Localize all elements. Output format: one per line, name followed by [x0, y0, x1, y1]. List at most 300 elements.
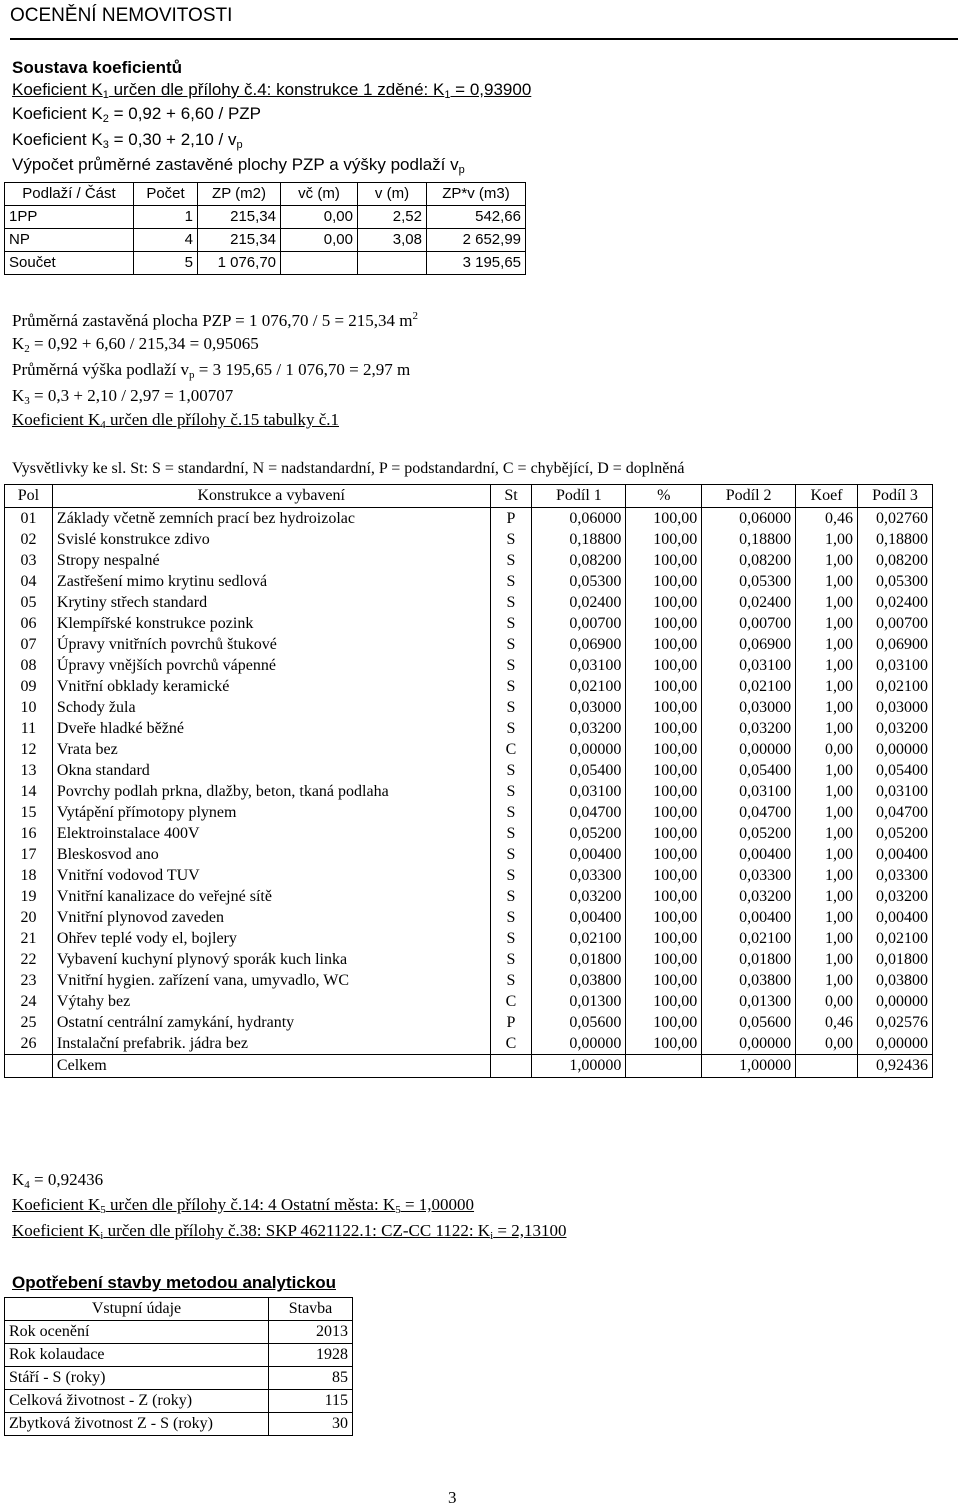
wear-cell: 115 — [269, 1390, 353, 1413]
k5-line: Koeficient $K_5$ určen dle přílohy č.14: 4 Ostatní města: $K_5 = 1,00000$ — [12, 1195, 475, 1216]
construction-cell: 0,00400 — [532, 907, 626, 928]
floors-cell: 3,08 — [358, 229, 427, 252]
construction-cell: Úpravy vnitřních povrchů štukové — [52, 634, 490, 655]
construction-cell: Bleskosvod ano — [52, 844, 490, 865]
construction-cell: 06 — [5, 613, 53, 634]
construction-table — [4, 484, 933, 1078]
construction-cell: 100,00 — [626, 865, 702, 886]
construction-row — [5, 802, 933, 823]
construction-cell: P — [490, 508, 532, 530]
construction-cell: 21 — [5, 928, 53, 949]
construction-header-row — [5, 485, 933, 508]
construction-cell: 0,00400 — [857, 844, 932, 865]
construction-cell: Základy včetně zemních prací bez hydroizolac — [52, 508, 490, 530]
k3-line: Koeficient $K_3 = 0,30 + 2,10 / v_p$ — [12, 130, 243, 151]
floors-cell: 3 195,65 — [427, 252, 526, 275]
construction-cell: Vnitřní obklady keramické — [52, 676, 490, 697]
floors-cell: 5 — [134, 252, 198, 275]
construction-total-cell: 1,00000 — [532, 1055, 626, 1078]
construction-cell: 0,03800 — [702, 970, 796, 991]
construction-total-cell — [5, 1055, 53, 1078]
construction-cell: 17 — [5, 844, 53, 865]
construction-cell: 11 — [5, 718, 53, 739]
floors-header-cell: vč (m) — [281, 183, 358, 206]
construction-header-cell: Konstrukce a vybavení — [52, 485, 490, 508]
wear-cell: 30 — [269, 1413, 353, 1436]
construction-cell: 100,00 — [626, 739, 702, 760]
legend-text: Vysvětlivky ke sl. St: S = standardní, N = nadstandardní, P = podstandardní, C = chybějící, D = doplněná — [12, 460, 685, 477]
construction-cell: 1,00 — [796, 760, 858, 781]
k4-result: $K_4 = 0,92436$ — [12, 1170, 104, 1191]
construction-cell: 1,00 — [796, 718, 858, 739]
wear-cell: Zbytková životnost Z - S (roky) — [5, 1413, 269, 1436]
wear-header-cell: Vstupní údaje — [5, 1298, 269, 1321]
construction-cell: 04 — [5, 571, 53, 592]
construction-cell: S — [490, 760, 532, 781]
construction-row — [5, 886, 933, 907]
construction-cell: 0,06900 — [532, 634, 626, 655]
construction-cell: Vnitřní plynovod zaveden — [52, 907, 490, 928]
construction-cell: 0,06000 — [532, 508, 626, 530]
construction-cell: 0,05400 — [532, 760, 626, 781]
construction-cell: 0,03800 — [532, 970, 626, 991]
construction-cell: 0,03300 — [857, 865, 932, 886]
construction-cell: 0,02100 — [532, 676, 626, 697]
construction-cell: 0,03100 — [857, 781, 932, 802]
construction-cell: 100,00 — [626, 550, 702, 571]
construction-cell: 0,03200 — [532, 886, 626, 907]
construction-cell: 0,04700 — [532, 802, 626, 823]
construction-cell: 0,08200 — [857, 550, 932, 571]
construction-cell: 1,00 — [796, 550, 858, 571]
construction-cell: 0,18800 — [857, 529, 932, 550]
construction-cell: 0,03100 — [702, 655, 796, 676]
construction-cell: Ostatní centrální zamykání, hydranty — [52, 1012, 490, 1033]
wear-table — [4, 1297, 353, 1436]
construction-cell: 0,05400 — [857, 760, 932, 781]
construction-cell: 22 — [5, 949, 53, 970]
construction-cell: 1,00 — [796, 823, 858, 844]
calc-line: Výpočet průměrné zastavěné plochy PZP a výšky podlaží $v_p$ — [12, 155, 465, 176]
construction-cell: 0,00 — [796, 1033, 858, 1055]
construction-cell: 100,00 — [626, 928, 702, 949]
floors-cell: 4 — [134, 229, 198, 252]
construction-cell: Elektroinstalace 400V — [52, 823, 490, 844]
construction-row — [5, 949, 933, 970]
wear-row — [5, 1367, 353, 1390]
floors-cell: 1 076,70 — [198, 252, 281, 275]
construction-cell: 100,00 — [626, 676, 702, 697]
construction-cell: 0,02100 — [857, 928, 932, 949]
construction-cell: 0,05600 — [702, 1012, 796, 1033]
construction-cell: 0,00700 — [532, 613, 626, 634]
construction-cell: 14 — [5, 781, 53, 802]
construction-header-cell: Podíl 3 — [857, 485, 932, 508]
construction-cell: 0,08200 — [532, 550, 626, 571]
wear-header-cell: Stavba — [269, 1298, 353, 1321]
construction-cell: 1,00 — [796, 613, 858, 634]
construction-row — [5, 676, 933, 697]
construction-cell: S — [490, 802, 532, 823]
wear-cell: Rok kolaudace — [5, 1344, 269, 1367]
construction-cell: P — [490, 1012, 532, 1033]
construction-cell: S — [490, 970, 532, 991]
construction-cell: 0,02100 — [702, 928, 796, 949]
construction-cell: S — [490, 718, 532, 739]
construction-cell: 0,18800 — [702, 529, 796, 550]
construction-cell: 0,03300 — [532, 865, 626, 886]
floors-cell: 0,00 — [281, 206, 358, 229]
construction-cell: S — [490, 823, 532, 844]
construction-cell: 0,03000 — [857, 697, 932, 718]
construction-cell: S — [490, 928, 532, 949]
construction-cell: 1,00 — [796, 970, 858, 991]
construction-cell: 0,00000 — [532, 739, 626, 760]
construction-cell: 0,04700 — [857, 802, 932, 823]
construction-cell: 0,00000 — [857, 739, 932, 760]
construction-total-cell — [796, 1055, 858, 1078]
construction-cell: 0,00700 — [857, 613, 932, 634]
construction-row — [5, 508, 933, 530]
construction-cell: 1,00 — [796, 697, 858, 718]
construction-row — [5, 634, 933, 655]
construction-row — [5, 1012, 933, 1033]
construction-cell: 0,00000 — [532, 1033, 626, 1055]
construction-cell: 0,00 — [796, 739, 858, 760]
construction-cell: 03 — [5, 550, 53, 571]
wear-cell: 2013 — [269, 1321, 353, 1344]
construction-cell: Stropy nespalné — [52, 550, 490, 571]
floors-header-cell: Podlaží / Část — [5, 183, 134, 206]
construction-cell: 1,00 — [796, 655, 858, 676]
construction-cell: 1,00 — [796, 781, 858, 802]
floors-header-cell: Počet — [134, 183, 198, 206]
vp-line: Průměrná výška podlaží $v_p = 3$ 195,65 / 1 076,70 = 2,97 m — [12, 360, 411, 381]
construction-cell: 100,00 — [626, 613, 702, 634]
construction-cell: 100,00 — [626, 949, 702, 970]
construction-cell: 13 — [5, 760, 53, 781]
construction-cell: S — [490, 844, 532, 865]
construction-cell: Ohřev teplé vody el, bojlery — [52, 928, 490, 949]
construction-cell: 0,05300 — [532, 571, 626, 592]
construction-cell: 0,03100 — [532, 655, 626, 676]
construction-row — [5, 1033, 933, 1055]
floors-cell: 1 — [134, 206, 198, 229]
construction-cell: 1,00 — [796, 802, 858, 823]
construction-cell: 07 — [5, 634, 53, 655]
construction-cell: 0,05600 — [532, 1012, 626, 1033]
floors-cell: NP — [5, 229, 134, 252]
k1-line: Koeficient $K_1$ určen dle přílohy č.4: konstrukce 1 zděné: $K_1 = 0,93900$ — [12, 80, 532, 101]
construction-cell: 25 — [5, 1012, 53, 1033]
page-number: 3 — [448, 1488, 457, 1507]
construction-cell: Schody žula — [52, 697, 490, 718]
construction-cell: S — [490, 697, 532, 718]
construction-cell: 09 — [5, 676, 53, 697]
construction-cell: 0,05200 — [857, 823, 932, 844]
construction-cell: 0,02100 — [702, 676, 796, 697]
floors-cell — [281, 252, 358, 275]
wear-heading: Opotřebení stavby metodou analytickou — [12, 1273, 337, 1292]
construction-cell: S — [490, 550, 532, 571]
construction-row — [5, 697, 933, 718]
construction-cell: Vytápění přímotopy plynem — [52, 802, 490, 823]
construction-row — [5, 655, 933, 676]
construction-cell: 0,03100 — [702, 781, 796, 802]
wear-cell: 85 — [269, 1367, 353, 1390]
construction-total-cell: 1,00000 — [702, 1055, 796, 1078]
floors-cell: 0,00 — [281, 229, 358, 252]
construction-cell: S — [490, 613, 532, 634]
construction-cell: 1,00 — [796, 676, 858, 697]
construction-cell: 0,02100 — [532, 928, 626, 949]
floors-header-cell: ZP*v (m3) — [427, 183, 526, 206]
construction-cell: 0,05200 — [532, 823, 626, 844]
construction-cell: S — [490, 571, 532, 592]
construction-cell: 0,03100 — [532, 781, 626, 802]
construction-cell: 0,00700 — [702, 613, 796, 634]
construction-cell: 1,00 — [796, 865, 858, 886]
construction-total-cell: 0,92436 — [857, 1055, 932, 1078]
construction-cell: 0,03200 — [702, 886, 796, 907]
floors-cell: Součet — [5, 252, 134, 275]
construction-cell: 1,00 — [796, 886, 858, 907]
construction-cell: S — [490, 907, 532, 928]
construction-cell: 05 — [5, 592, 53, 613]
construction-header-cell: Koef — [796, 485, 858, 508]
floors-header-cell: v (m) — [358, 183, 427, 206]
floors-cell: 1PP — [5, 206, 134, 229]
construction-cell: 0,02400 — [532, 592, 626, 613]
construction-row — [5, 718, 933, 739]
construction-cell: 0,02100 — [857, 676, 932, 697]
construction-cell: 1,00 — [796, 949, 858, 970]
construction-cell: 100,00 — [626, 781, 702, 802]
construction-cell: Dveře hladké běžné — [52, 718, 490, 739]
construction-cell: C — [490, 739, 532, 760]
construction-row — [5, 592, 933, 613]
construction-cell: Povrchy podlah prkna, dlažby, beton, tkaná podlaha — [52, 781, 490, 802]
floors-table — [4, 182, 526, 275]
construction-row — [5, 844, 933, 865]
floors-header-cell: ZP (m2) — [198, 183, 281, 206]
construction-cell: 100,00 — [626, 802, 702, 823]
wear-cell: Rok ocenění — [5, 1321, 269, 1344]
construction-cell: Vnitřní vodovod TUV — [52, 865, 490, 886]
construction-cell: Vybavení kuchyní plynový sporák kuch linka — [52, 949, 490, 970]
construction-cell: Svislé konstrukce zdivo — [52, 529, 490, 550]
construction-cell: 0,08200 — [702, 550, 796, 571]
floors-cell: 215,34 — [198, 229, 281, 252]
construction-row — [5, 991, 933, 1012]
construction-cell: 0,01300 — [702, 991, 796, 1012]
floors-sum-row — [5, 252, 526, 275]
construction-cell: 100,00 — [626, 907, 702, 928]
construction-cell: Vrata bez — [52, 739, 490, 760]
construction-cell: Vnitřní kanalizace do veřejné sítě — [52, 886, 490, 907]
construction-cell: 1,00 — [796, 634, 858, 655]
construction-row — [5, 739, 933, 760]
construction-cell: 1,00 — [796, 571, 858, 592]
construction-cell: 0,05300 — [702, 571, 796, 592]
construction-cell: S — [490, 676, 532, 697]
construction-cell: 100,00 — [626, 1012, 702, 1033]
construction-cell: 0,00400 — [702, 907, 796, 928]
floors-cell: 542,66 — [427, 206, 526, 229]
construction-row — [5, 781, 933, 802]
construction-cell: 1,00 — [796, 907, 858, 928]
construction-cell: 0,00000 — [857, 991, 932, 1012]
wear-cell: Stáří - S (roky) — [5, 1367, 269, 1390]
wear-row — [5, 1413, 353, 1436]
construction-cell: 16 — [5, 823, 53, 844]
construction-cell: 0,04700 — [702, 802, 796, 823]
construction-cell: 100,00 — [626, 697, 702, 718]
construction-cell: Vnitřní hygien. zařízení vana, umyvadlo, WC — [52, 970, 490, 991]
construction-cell: 0,03200 — [857, 886, 932, 907]
construction-cell: S — [490, 865, 532, 886]
construction-cell: Zastřešení mimo krytinu sedlová — [52, 571, 490, 592]
construction-cell: S — [490, 634, 532, 655]
wear-row — [5, 1344, 353, 1367]
construction-cell: 0,46 — [796, 508, 858, 530]
construction-cell: S — [490, 592, 532, 613]
construction-cell: 0,00000 — [857, 1033, 932, 1055]
construction-cell: 0,01800 — [857, 949, 932, 970]
construction-cell: 0,00 — [796, 991, 858, 1012]
construction-cell: 100,00 — [626, 718, 702, 739]
construction-cell: 100,00 — [626, 970, 702, 991]
construction-total-cell: Celkem — [52, 1055, 490, 1078]
construction-cell: C — [490, 1033, 532, 1055]
construction-cell: Výtahy bez — [52, 991, 490, 1012]
floors-cell: 215,34 — [198, 206, 281, 229]
construction-cell: 0,06000 — [702, 508, 796, 530]
construction-row — [5, 823, 933, 844]
construction-cell: 20 — [5, 907, 53, 928]
construction-row — [5, 613, 933, 634]
pzp-line: Průměrná zastavěná plocha PZP = 1 076,70 / 5 = 215,34 $m^2$ — [12, 310, 419, 330]
construction-cell: 0,05200 — [702, 823, 796, 844]
floors-cell: 2,52 — [358, 206, 427, 229]
construction-cell: 0,03200 — [702, 718, 796, 739]
page-title: OCENĚNÍ NEMOVITOSTI — [10, 5, 233, 26]
construction-cell: Úpravy vnějších povrchů vápenné — [52, 655, 490, 676]
construction-cell: S — [490, 655, 532, 676]
construction-total-cell — [626, 1055, 702, 1078]
construction-row — [5, 529, 933, 550]
construction-total-cell — [490, 1055, 532, 1078]
construction-cell: 26 — [5, 1033, 53, 1055]
floors-row — [5, 206, 526, 229]
construction-cell: 100,00 — [626, 529, 702, 550]
construction-cell: 0,02576 — [857, 1012, 932, 1033]
wear-row — [5, 1321, 353, 1344]
wear-row — [5, 1390, 353, 1413]
construction-cell: 1,00 — [796, 592, 858, 613]
construction-cell: 24 — [5, 991, 53, 1012]
wear-cell: 1928 — [269, 1344, 353, 1367]
construction-cell: 0,05400 — [702, 760, 796, 781]
floors-header-row — [5, 183, 526, 206]
construction-cell: S — [490, 781, 532, 802]
construction-cell: 15 — [5, 802, 53, 823]
construction-cell: 100,00 — [626, 844, 702, 865]
construction-header-cell: Podíl 1 — [532, 485, 626, 508]
construction-cell: S — [490, 529, 532, 550]
construction-cell: 0,00000 — [702, 1033, 796, 1055]
construction-row — [5, 865, 933, 886]
construction-row — [5, 928, 933, 949]
construction-cell: 100,00 — [626, 1033, 702, 1055]
k2-line: Koeficient $K_2 = 0,92 + 6,60$ / PZP — [12, 104, 262, 125]
construction-cell: 0,00400 — [857, 907, 932, 928]
ki-line: Koeficient $K_i$ určen dle přílohy č.38: SKP 4621122.1: CZ-CC 1122: $K_i = 2,13100$ — [12, 1221, 567, 1242]
construction-cell: 100,00 — [626, 886, 702, 907]
wear-cell: Celková životnost - Z (roky) — [5, 1390, 269, 1413]
construction-cell: 23 — [5, 970, 53, 991]
construction-cell: 100,00 — [626, 571, 702, 592]
construction-cell: 100,00 — [626, 760, 702, 781]
construction-cell: 02 — [5, 529, 53, 550]
construction-cell: 10 — [5, 697, 53, 718]
construction-cell: 0,06900 — [857, 634, 932, 655]
construction-cell: 0,00400 — [532, 844, 626, 865]
floors-row — [5, 229, 526, 252]
construction-cell: 0,00000 — [702, 739, 796, 760]
construction-total-row — [5, 1055, 933, 1078]
construction-cell: 100,00 — [626, 823, 702, 844]
k4-line: Koeficient $K_4$ určen dle přílohy č.15 tabulky č.1 — [12, 410, 339, 431]
construction-row — [5, 970, 933, 991]
construction-cell: 0,01800 — [532, 949, 626, 970]
construction-cell: 0,02760 — [857, 508, 932, 530]
construction-cell: 0,02400 — [702, 592, 796, 613]
construction-cell: 0,03100 — [857, 655, 932, 676]
construction-row — [5, 571, 933, 592]
section-heading-coefficients: Soustava koeficientů — [12, 58, 183, 77]
construction-cell: 0,05300 — [857, 571, 932, 592]
k3-result: $K_3 = 0,3 + 2,10 / 2,97 = 1,00707$ — [12, 386, 234, 407]
construction-cell: 0,01300 — [532, 991, 626, 1012]
construction-cell: 0,03200 — [532, 718, 626, 739]
construction-cell: S — [490, 886, 532, 907]
construction-cell: 1,00 — [796, 529, 858, 550]
k2-result: $K_2 = 0,92 + 6,60 / 215,34 = 0,95065$ — [12, 334, 259, 355]
construction-cell: 19 — [5, 886, 53, 907]
construction-cell: 0,46 — [796, 1012, 858, 1033]
construction-row — [5, 550, 933, 571]
construction-row — [5, 760, 933, 781]
construction-header-cell: Podíl 2 — [702, 485, 796, 508]
construction-cell: Okna standard — [52, 760, 490, 781]
construction-header-cell: Pol — [5, 485, 53, 508]
construction-cell: 1,00 — [796, 844, 858, 865]
construction-cell: 0,03200 — [857, 718, 932, 739]
construction-cell: 0,02400 — [857, 592, 932, 613]
construction-cell: 0,06900 — [702, 634, 796, 655]
construction-cell: 08 — [5, 655, 53, 676]
construction-cell: S — [490, 949, 532, 970]
construction-row — [5, 907, 933, 928]
construction-cell: 0,03000 — [532, 697, 626, 718]
construction-cell: 0,18800 — [532, 529, 626, 550]
floors-cell — [358, 252, 427, 275]
construction-header-cell: % — [626, 485, 702, 508]
construction-cell: 100,00 — [626, 508, 702, 530]
construction-cell: Klempířské konstrukce pozink — [52, 613, 490, 634]
floors-cell: 2 652,99 — [427, 229, 526, 252]
